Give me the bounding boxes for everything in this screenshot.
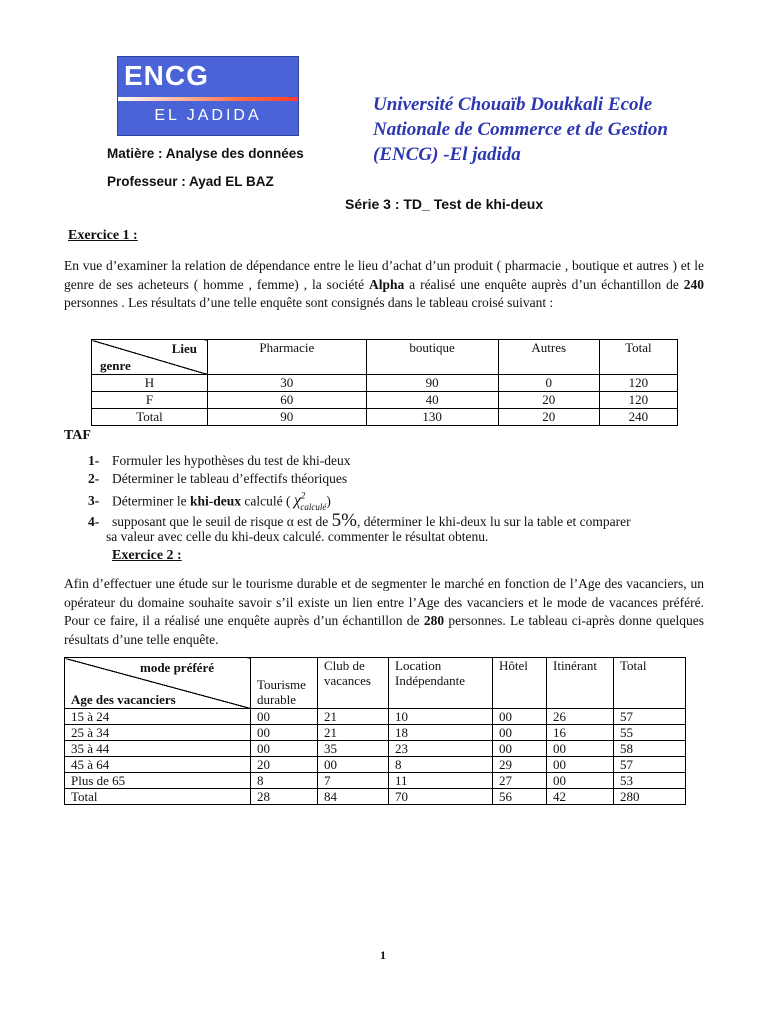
- table-cell: 30: [208, 375, 367, 392]
- list-item-number: 3-: [88, 493, 100, 509]
- table-cell: 00: [318, 757, 389, 773]
- table-cell: 60: [208, 392, 367, 409]
- university-line-1: Université Chouaïb Doukkali Ecole: [373, 94, 653, 115]
- table-cell: 7: [318, 773, 389, 789]
- header-cell: Itinérant: [547, 658, 614, 709]
- table-row: [65, 725, 686, 741]
- exercise-1-intro-part-a: En vue d’examiner la relation de dépendance entre le lieu d’achat d’un produit ( pharmacie , boutique et autres ) et le genre de ses acheteurs ( homme , femme) , la société: [64, 258, 704, 292]
- table-cell: 20: [498, 392, 599, 409]
- table-cell: 18: [389, 725, 493, 741]
- khi-deux-term: khi-deux: [189, 493, 241, 509]
- table-cell: 00: [493, 709, 547, 725]
- table-row: [92, 375, 678, 392]
- list-item-text: supposant que le seuil de risque α est de: [112, 514, 332, 529]
- taf-item-4: [88, 512, 708, 545]
- header-cell: Pharmacie: [208, 340, 367, 375]
- risk-level: 5%: [331, 510, 357, 531]
- table-cell: 23: [389, 741, 493, 757]
- table-cell: 00: [251, 725, 318, 741]
- header-cell: Total: [599, 340, 677, 375]
- exercise-1-intro-part-b: a réalisé une enquête auprès d’un échantillon de: [404, 276, 684, 292]
- exercise-2-intro-part-a: Afin d’effectuer une étude sur le tourisme durable et de segmenter le marché en fonction de l’Age des vacanciers, un opérateur du domaine souhaite savoir s’il existe un lien entre l’Age des vacanciers et le mode de vacances préféré. Pour ce faire, il a réalisé une enquête auprès d’un échantillon de: [64, 576, 704, 628]
- encg-logo: [117, 56, 299, 136]
- table-cell: 10: [389, 709, 493, 725]
- table-cell: 11: [389, 773, 493, 789]
- table-cell: 130: [366, 409, 498, 426]
- list-item-text: Déterminer le tableau d’effectifs théoriques: [112, 470, 348, 486]
- closing-paren: ): [326, 493, 331, 509]
- row-label: 35 à 44: [65, 741, 251, 757]
- corner-top-label: Lieu: [171, 341, 197, 356]
- header-cell: boutique: [366, 340, 498, 375]
- series-title: Série 3 : TD_ Test de khi-deux: [345, 196, 544, 212]
- table-cell: 42: [547, 789, 614, 805]
- table-cell: 16: [547, 725, 614, 741]
- corner-top-label: mode préféré: [140, 660, 214, 675]
- header-cell: Autres: [498, 340, 599, 375]
- exercise-1-title: Exercice 1 :: [68, 228, 138, 243]
- table-cell: 20: [498, 409, 599, 426]
- table-cell: 00: [547, 741, 614, 757]
- table-corner-cell: [65, 658, 251, 709]
- exercise-1-intro-part-c: personnes . Les résultats d’une telle enquête sont consignés dans le tableau croisé suivant :: [64, 295, 554, 310]
- table-cell: 57: [614, 757, 686, 773]
- list-item-text: Déterminer le: [112, 493, 190, 509]
- table-cell: 58: [614, 741, 686, 757]
- row-label: Plus de 65: [65, 773, 251, 789]
- page-number: 1: [380, 948, 386, 962]
- table-row: [65, 757, 686, 773]
- table-cell: 8: [251, 773, 318, 789]
- list-item-text-post: , déterminer le khi-deux lu sur la table et comparer: [356, 514, 631, 529]
- header-cell: Club de vacances: [318, 658, 389, 709]
- row-label: Total: [65, 789, 251, 805]
- table-cell: 240: [599, 409, 677, 426]
- table-cell: 53: [614, 773, 686, 789]
- table-cell: 00: [547, 757, 614, 773]
- table-cell: 29: [493, 757, 547, 773]
- table-corner-cell: [92, 340, 208, 375]
- table-cell: 27: [493, 773, 547, 789]
- table-row: [92, 409, 678, 426]
- table-row: [65, 773, 686, 789]
- sample-size: 240: [683, 276, 704, 292]
- table-row: [92, 392, 678, 409]
- university-line-3: (ENCG) -El jadida: [373, 144, 521, 165]
- professor: Professeur : Ayad EL BAZ: [107, 174, 274, 189]
- logo-main-text: ENCG: [124, 60, 209, 91]
- header-cell: Location Indépendante: [389, 658, 493, 709]
- logo-stripe: [118, 97, 298, 101]
- table-cell: 35: [318, 741, 389, 757]
- row-label: 15 à 24: [65, 709, 251, 725]
- header-cell: Tourisme durable: [251, 658, 318, 709]
- table-cell: 00: [493, 741, 547, 757]
- table-cell: 70: [389, 789, 493, 805]
- list-item-number: 2-: [88, 470, 100, 486]
- university-line-2: Nationale de Commerce et de Gestion: [373, 119, 668, 140]
- table-row: [65, 709, 686, 725]
- table-header-row: [65, 658, 686, 709]
- corner-bottom-label: genre: [100, 358, 131, 373]
- chi-subscript: calculé: [300, 501, 327, 512]
- list-item-text-post: calculé (: [241, 493, 291, 509]
- sample-size: 280: [423, 613, 445, 628]
- taf-label: TAF: [64, 428, 91, 443]
- table-cell: 21: [318, 725, 389, 741]
- list-item-number: 4-: [88, 514, 100, 529]
- exercise-2-intro-part-b: personnes. Le tableau ci-après donne quelques résultats d’une telle enquête.: [64, 613, 705, 647]
- list-item-text: Formuler les hypothèses du test de khi-deux: [112, 453, 351, 468]
- table-cell: 120: [599, 375, 677, 392]
- table-cell: 40: [366, 392, 498, 409]
- table-cell: 0: [498, 375, 599, 392]
- list-item-number: 1-: [88, 453, 100, 468]
- table-cell: 20: [251, 757, 318, 773]
- list-item: [88, 452, 708, 470]
- contingency-table-2: [64, 657, 686, 805]
- chi-square-symbol: [293, 491, 327, 512]
- table-cell: 120: [599, 392, 677, 409]
- header-cell: Total: [614, 658, 686, 709]
- logo-sub-text: EL JADIDA: [154, 107, 262, 124]
- table-cell: 8: [389, 757, 493, 773]
- table-row: [65, 741, 686, 757]
- table-header-row: [92, 340, 678, 375]
- list-item: [88, 470, 708, 488]
- row-label: 25 à 34: [65, 725, 251, 741]
- exercise-2-intro: [64, 575, 704, 649]
- table-cell: 90: [366, 375, 498, 392]
- table-cell: 00: [251, 709, 318, 725]
- chi-exponent: 2: [300, 491, 306, 501]
- list-item-continuation: sa valeur avec celle du khi-deux calculé. commenter le résultat obtenu.: [106, 528, 489, 544]
- company-name: Alpha: [369, 276, 405, 292]
- university-name: [373, 92, 733, 167]
- table-cell: 90: [208, 409, 367, 426]
- exercise-2-title: Exercice 2 :: [112, 548, 182, 563]
- row-label: Total: [92, 409, 208, 426]
- subject: Matière : Analyse des données: [107, 146, 304, 161]
- table-cell: 00: [547, 773, 614, 789]
- header-cell: Hôtel: [493, 658, 547, 709]
- contingency-table-1: [91, 339, 678, 426]
- table-cell: 57: [614, 709, 686, 725]
- table-cell: 28: [251, 789, 318, 805]
- chi-letter: χ: [293, 492, 301, 510]
- table-cell: 55: [614, 725, 686, 741]
- table-cell: 21: [318, 709, 389, 725]
- table-cell: 00: [251, 741, 318, 757]
- table-cell: 26: [547, 709, 614, 725]
- table-row: [65, 789, 686, 805]
- corner-bottom-label: Age des vacanciers: [71, 692, 176, 707]
- row-label: H: [92, 375, 208, 392]
- taf-list: [88, 452, 708, 516]
- row-label: F: [92, 392, 208, 409]
- table-cell: 84: [318, 789, 389, 805]
- table-cell: 56: [493, 789, 547, 805]
- exercise-1-intro: [64, 257, 704, 313]
- table-cell: 280: [614, 789, 686, 805]
- table-cell: 00: [493, 725, 547, 741]
- row-label: 45 à 64: [65, 757, 251, 773]
